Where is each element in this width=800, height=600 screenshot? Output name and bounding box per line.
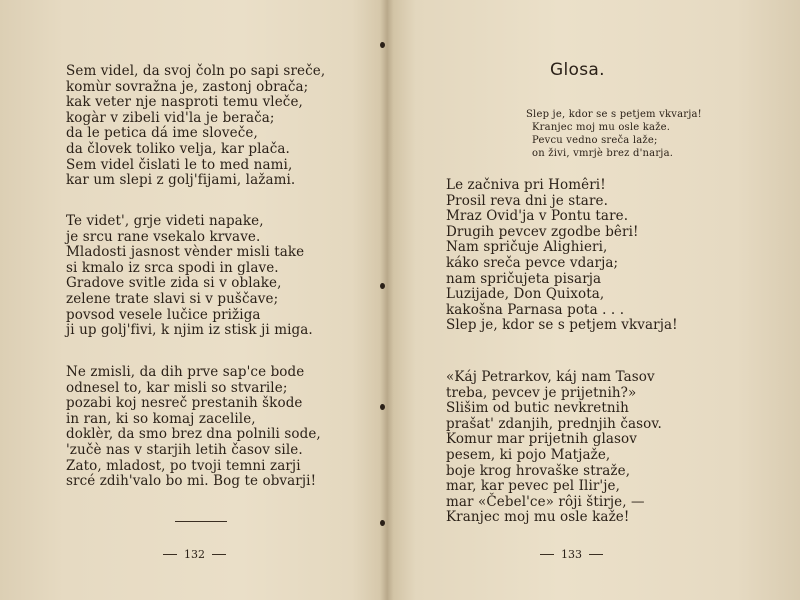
verse-line: mar, kar pevec pel Ilir'je, xyxy=(446,478,621,495)
right-page xyxy=(392,0,800,600)
verse-line: 'zučè nas v starjih letih časov sile. xyxy=(66,441,303,458)
right-stanza-1 xyxy=(446,178,678,334)
verse-line: Nam spričuje Alighieri, xyxy=(446,239,608,256)
verse-line: Sem videl, da svoj čoln po sapi sreče, xyxy=(66,63,326,79)
section-end-rule xyxy=(175,521,227,522)
verse-line: pesem, ki pojo Matjaže, xyxy=(446,446,611,463)
folio-dash xyxy=(540,554,554,555)
left-stanza-1 xyxy=(66,64,325,189)
verse-line: mar «Čebel'ce» rôji štirje, — xyxy=(446,493,645,510)
verse-line: Mraz Ovid'ja v Pontu tare. xyxy=(446,208,629,225)
verse-line: Drugih pevcev zgodbe bêri! xyxy=(446,223,639,240)
verse-line: kogàr v zibeli vid'la je berača; xyxy=(66,109,275,126)
epigraph-line: Kranjec moj mu osle kaže. xyxy=(532,122,671,133)
verse-line: kar um slepi z golj'fijami, lažami. xyxy=(66,172,296,189)
epigraph-line: on živi, vmrjè brez d'narja. xyxy=(532,148,674,159)
verse-line: odnesel to, kar misli so stvarile; xyxy=(66,379,288,396)
verse-line: da le petica dá ime sloveče, xyxy=(66,125,258,142)
left-stanza-2 xyxy=(66,214,313,339)
verse-line: ji up golj'fivi, k njim iz stisk ji miga. xyxy=(66,322,313,339)
verse-line: káko sreča pevce vdarja; xyxy=(446,254,619,271)
page-number-left xyxy=(163,548,226,561)
refrain-line: Kranjec moj mu osle kaže! xyxy=(446,509,630,526)
verse-line: si kmalo iz srca spodi in glave. xyxy=(66,259,279,276)
verse-line: Prosil reva dni je stare. xyxy=(446,192,608,209)
verse-line: Ne zmisli, da dih prve sap'ce bode xyxy=(66,364,305,380)
verse-line: da človek toliko velja, kar plača. xyxy=(66,140,290,157)
verse-line: Mladosti jasnost vènder misli take xyxy=(66,244,305,261)
left-stanza-3 xyxy=(66,365,321,490)
verse-line: je srcu rane vsekalo krvave. xyxy=(66,228,261,245)
page-number-text: 133 xyxy=(561,548,582,561)
verse-line: povsod vesele lučice prižiga xyxy=(66,306,261,323)
page-number-text: 132 xyxy=(184,548,205,561)
epigraph-line: Slep je, kdor se s petjem vkvarja! xyxy=(526,109,702,120)
verse-line: treba, pevcev je prijetnih?» xyxy=(446,384,637,401)
verse-line: doklèr, da smo brez dna polnili sode, xyxy=(66,426,321,443)
verse-line: boje krog hrovaške straže, xyxy=(446,462,631,479)
verse-line: srcé zdih'valo bo mi. Bog te obvarji! xyxy=(66,473,317,490)
verse-line: Sem videl čislati le to med nami, xyxy=(66,156,293,173)
left-page xyxy=(0,0,386,600)
verse-line: pozabi koj nesreč prestanih škode xyxy=(66,395,303,412)
verse-line: Te videt', grje videti napake, xyxy=(66,213,264,229)
folio-dash xyxy=(163,554,177,555)
verse-line: komùr sovražna je, zastonj obrača; xyxy=(66,78,309,95)
verse-line: Zato, mladost, po tvoji temni zarji xyxy=(66,457,301,474)
epigraph-line: Pevcu vedno sreča laže; xyxy=(532,135,658,146)
verse-line: kakošna Parnasa pota . . . xyxy=(446,301,625,318)
verse-line: zelene trate slavi si v puščave; xyxy=(66,290,279,307)
verse-line: in ran, ki so komaj zacelile, xyxy=(66,410,256,427)
verse-line: Le začniva pri Homêri! xyxy=(446,177,606,193)
epigraph xyxy=(526,108,702,160)
verse-line: Luzijade, Don Quixota, xyxy=(446,286,605,303)
verse-line: Gradove svitle zida si v oblake, xyxy=(66,275,282,292)
folio-dash xyxy=(212,554,226,555)
verse-line: prašat' zdanjih, prednjih časov. xyxy=(446,415,662,432)
folio-dash xyxy=(589,554,603,555)
verse-line: kak veter nje nasproti temu vleče, xyxy=(66,94,303,111)
verse-line: Slišim od butic nevkretnih xyxy=(446,400,629,417)
verse-line: Komur mar prijetnih glasov xyxy=(446,431,637,448)
refrain-line: Slep je, kdor se s petjem vkvarja! xyxy=(446,317,678,334)
page-number-right xyxy=(540,548,603,561)
poem-title: Glosa. xyxy=(550,60,605,80)
verse-line: «Káj Petrarkov, káj nam Tasov xyxy=(446,369,655,385)
verse-line: nam spričujeta pisarja xyxy=(446,270,602,287)
right-stanza-2 xyxy=(446,370,662,526)
